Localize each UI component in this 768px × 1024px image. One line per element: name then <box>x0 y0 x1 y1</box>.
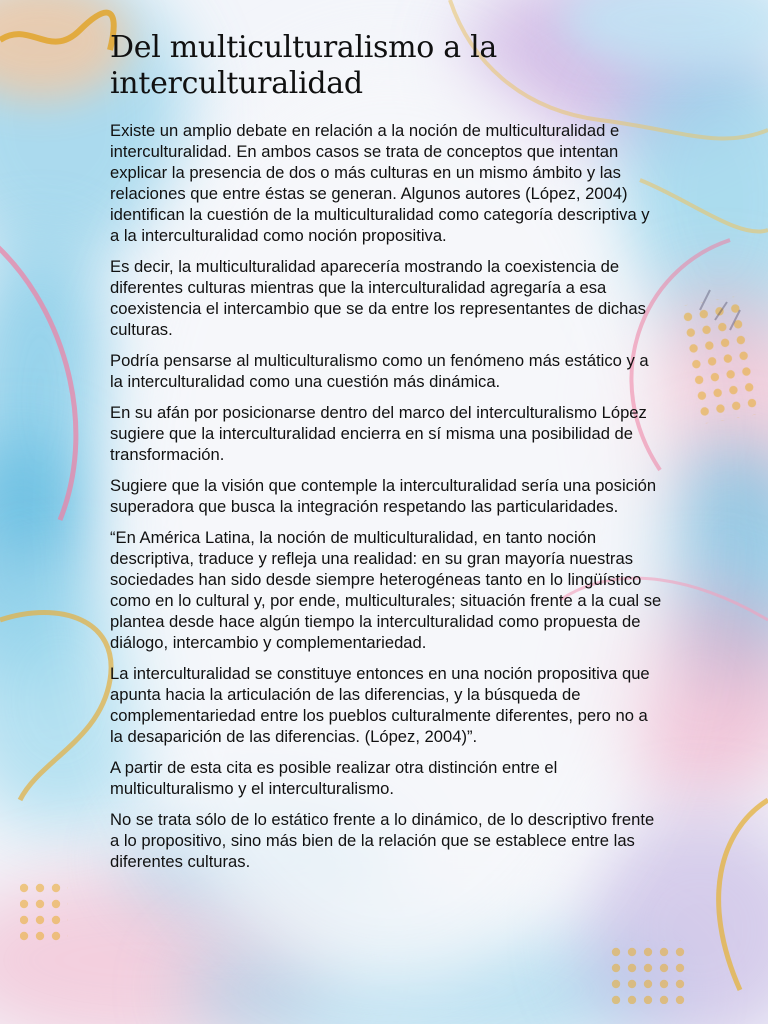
paragraph: En su afán por posicionarse dentro del marco del interculturalismo López sugiere que la interculturalidad encierra en sí misma una posibilidad de transformación. <box>110 403 647 464</box>
paragraph: A partir de esta cita es posible realizar otra distinción entre el multiculturalismo y el interculturalismo. <box>110 758 558 798</box>
paragraph: “En América Latina, la noción de multiculturalidad, en tanto noción descriptiva, traduce y refleja una realidad: en su gran mayoría nuestras sociedades han sido desde siempre heterogéneas tanto en lo lingüístico como en lo cultural y, por ende, multiculturales; situación frente a la cual se plantea desde hace algún tiempo la interculturalidad como propuesta de diálogo, intercambio y complementariedad. <box>110 528 662 652</box>
paragraph: Sugiere que la visión que contemple la interculturalidad sería una posición superadora que busca la integración respetando las particularidades. <box>110 476 657 516</box>
paragraph: No se trata sólo de lo estático frente a lo dinámico, de lo descriptivo frente a lo propositivo, sino más bien de la relación que se establece entre las diferentes culturas. <box>110 810 655 871</box>
paragraph: Existe un amplio debate en relación a la noción de multiculturalidad e interculturalidad. En ambos casos se trata de conceptos que intentan explicar la presencia de dos o más culturas en un mismo ámbito y las relaciones que entre éstas se generan. Algunos autores (López, 2004) identifican la cuestión de la multiculturalidad como categoría descriptiva y a la interculturalidad como noción propositiva. <box>110 121 650 245</box>
document-title: Del multiculturalismo a la interculturalidad <box>110 30 498 101</box>
document-body <box>110 30 662 882</box>
paragraph: La interculturalidad se constituye entonces en una noción propositiva que apunta hacia la articulación de las diferencias, y la búsqueda de complementariedad entre los pueblos culturalmente diferentes, pero no a la desaparición de las diferencias. (López, 2004)”. <box>110 664 650 746</box>
paragraph: Podría pensarse al multiculturalismo como un fenómeno más estático y a la interculturalidad como una cuestión más dinámica. <box>110 351 649 391</box>
paragraph: Es decir, la multiculturalidad aparecería mostrando la coexistencia de diferentes culturas mientras que la interculturalidad agregaría a esa coexistencia el intercambio que se da entre los representantes de dichas culturas. <box>110 257 646 339</box>
